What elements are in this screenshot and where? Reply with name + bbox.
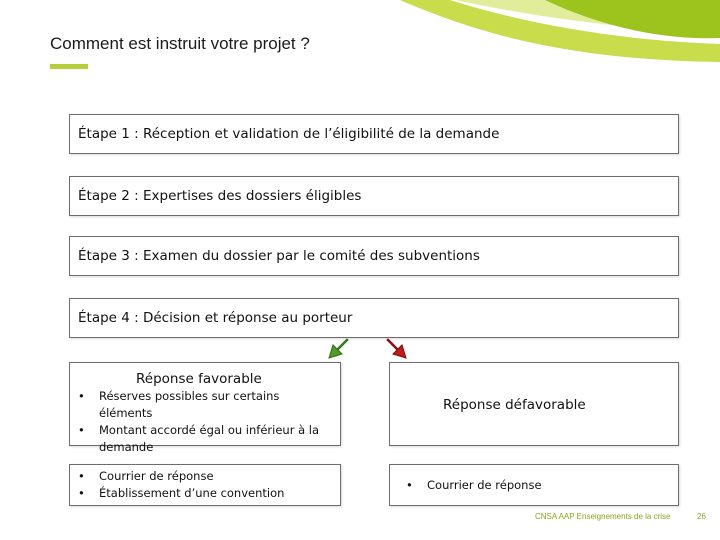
- favorable-actions-list: [78, 468, 334, 502]
- slide-title: Comment est instruit votre projet ?: [50, 34, 310, 53]
- green-arrow-icon: [326, 338, 352, 362]
- defavorable-actions-list: [406, 477, 666, 494]
- list-item: • Courrier de réponse: [78, 469, 214, 483]
- favorable-title: Réponse favorable: [136, 371, 262, 387]
- step-1-box: Étape 1 : Réception et validation de l’éligibilité de la demande: [69, 114, 679, 154]
- page-number: 26: [697, 512, 706, 521]
- footer-text: CNSA AAP Enseignements de la crise: [535, 512, 671, 521]
- step-4-box: Étape 4 : Décision et réponse au porteur: [69, 298, 679, 338]
- list-item: • Courrier de réponse: [406, 478, 542, 492]
- step-2-box: Étape 2 : Expertises des dossiers éligibles: [69, 176, 679, 216]
- defavorable-title: Réponse défavorable: [443, 397, 586, 413]
- title-underline: [50, 64, 88, 69]
- list-item: • Réserves possibles sur certains éléments: [78, 389, 280, 420]
- step-3-box: Étape 3 : Examen du dossier par le comité des subventions: [69, 236, 679, 276]
- list-item: • Montant accordé égal ou inférieur à la demande: [78, 423, 320, 454]
- favorable-conditions-list: [78, 388, 334, 456]
- red-arrow-icon: [384, 338, 410, 362]
- list-item: • Établissement d’une convention: [78, 486, 285, 500]
